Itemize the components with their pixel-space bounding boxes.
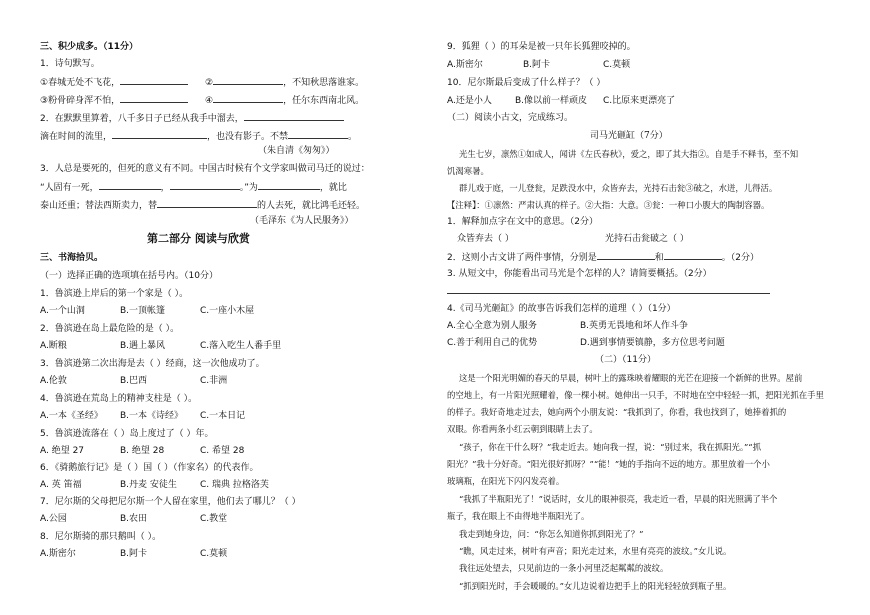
option-a[interactable]: A.公园 bbox=[40, 514, 67, 524]
option-b[interactable]: B.遇上暴风 bbox=[120, 341, 166, 351]
option-c[interactable]: C.莫顿 bbox=[603, 60, 631, 70]
poem-line-a-text: ①春城无处不飞花， bbox=[40, 78, 121, 88]
passage-title: 司马光砸缸（7分） bbox=[590, 131, 668, 141]
question-1: 1．诗句默写。 bbox=[40, 59, 100, 69]
option-d[interactable]: D.遇到事情要镇静，多方位思考问题 bbox=[580, 338, 725, 348]
q2-text: 。 bbox=[348, 132, 358, 142]
classical-text-line: 光生七岁，凛然①如成人，闻讲《左氏春秋》，爱之，即了其大指②。自是手不释书，至不知 bbox=[459, 149, 799, 159]
answer-line[interactable] bbox=[447, 293, 770, 294]
option-c[interactable]: C.落入吃生人番手里 bbox=[200, 341, 282, 351]
choice-question: 8．尼尔斯骑的那只鹅叫（ ）。 bbox=[40, 532, 162, 542]
answer-blank[interactable] bbox=[597, 250, 655, 260]
answer-blank[interactable] bbox=[157, 198, 257, 208]
passage-line: “孩子，你在干什么呀？”我走近去。她向我一捏，说：“别过来，我在抓阳光。”“抓 bbox=[459, 442, 761, 452]
option-a[interactable]: A.一本《圣经》 bbox=[40, 411, 103, 421]
choice-question: 5．鲁滨逊流落在（ ）岛上度过了（ ）年。 bbox=[40, 429, 214, 439]
answer-blank[interactable] bbox=[120, 75, 188, 85]
reading-question-1: 1．解释加点字在文中的意思。（2分） bbox=[447, 217, 598, 227]
option-a[interactable]: A.还是小人 bbox=[447, 96, 492, 106]
option-a[interactable]: A. 绝望 27 bbox=[40, 446, 85, 456]
choice-question: 9．狐狸（ ）的耳朵是被一只年长狐狸咬掉的。 bbox=[447, 42, 636, 52]
poem-line-d bbox=[205, 93, 364, 107]
question-3: 3．人总是要死的，但死的意义有不同。中国古时候有个文学家叫做司马迁的说过： bbox=[40, 164, 370, 174]
q-text: 2．这则小古文讲了两件事情，分别是 bbox=[447, 253, 597, 263]
q3-text: 泰山还重；替法西斯卖力，替 bbox=[40, 201, 158, 211]
answer-blank[interactable] bbox=[258, 180, 320, 190]
option-a[interactable]: A. 英 笛福 bbox=[40, 480, 82, 490]
passage-line: 玻璃瓶，在阳光下闪闪发亮着。 bbox=[447, 476, 565, 486]
passage-line: 阳光？”我十分好奇。“阳光很好抓呀？”“能！”她的手指向不远的地方。那里放着一个小 bbox=[447, 459, 770, 469]
choice-question: 4．鲁滨逊在荒岛上的精神支柱是（ ）。 bbox=[40, 394, 198, 404]
passage-line: 这是一个阳光明媚的春天的早晨，树叶上的露珠映着耀眼的光芒在迎接一个新鲜的世界。屋前 bbox=[459, 373, 803, 383]
option-b[interactable]: B.农田 bbox=[120, 514, 148, 524]
reading-q1-b[interactable]: 光持石击瓮破之（ ） bbox=[605, 234, 689, 244]
option-c[interactable]: C. 希望 28 bbox=[200, 446, 245, 456]
poem-line-c bbox=[40, 93, 188, 107]
poem-line-b bbox=[205, 75, 364, 89]
choice-question: 2．鲁滨逊在岛上最危险的是（ ）。 bbox=[40, 324, 180, 334]
answer-blank[interactable] bbox=[99, 180, 161, 190]
answer-blank[interactable] bbox=[664, 250, 722, 260]
poem-line-d-num: ④ bbox=[205, 96, 214, 106]
answer-blank[interactable] bbox=[213, 93, 283, 103]
answer-blank[interactable] bbox=[288, 129, 348, 139]
question-3-line2 bbox=[40, 180, 347, 194]
option-c[interactable]: C.一座小木屋 bbox=[200, 306, 255, 316]
passage-line: “我抓了半瓶阳光了！”说话时，女儿的眼神很亮，我走近一看，早晨的阳光照满了半个 bbox=[459, 494, 778, 504]
subsection-title: （一）选择正确的选项填在括号内。（10分） bbox=[40, 271, 218, 281]
passage-line: “抓到阳光时，手会暖暖的。”女儿边说着边把手上的阳光轻轻放到瓶子里。 bbox=[459, 581, 732, 591]
poem-line-b-num: ② bbox=[205, 78, 214, 88]
option-b[interactable]: B.巴西 bbox=[120, 376, 148, 386]
option-c[interactable]: C.莫顿 bbox=[200, 549, 228, 559]
annotation-note: 【注释】：①凛然：严肃认真的样子。②大指：大意。③瓮：一种口小腹大的陶制容器。 bbox=[447, 200, 770, 210]
reading-question-2 bbox=[447, 250, 759, 264]
option-c[interactable]: C.一本日记 bbox=[200, 411, 246, 421]
option-b[interactable]: B.阿卡 bbox=[523, 60, 551, 70]
option-a[interactable]: A.断粮 bbox=[40, 341, 67, 351]
classical-text-line: 饥渴寒暑。 bbox=[447, 166, 489, 176]
option-b[interactable]: B. 绝望 28 bbox=[120, 446, 165, 456]
passage-line: 我往远处望去，只见前边的一条小河里泛起粼粼的波纹。 bbox=[459, 563, 669, 573]
q2-text: 滴在时间的流里， bbox=[40, 132, 113, 142]
passage-line: 瓶子，我在眼上不由得地半瓶阳光了。 bbox=[447, 511, 590, 521]
option-c[interactable]: C.教堂 bbox=[200, 514, 228, 524]
source-citation: （朱自清《匆匆》） bbox=[258, 146, 335, 156]
choice-question: 1．鲁滨逊上岸后的第一个家是（ ）。 bbox=[40, 289, 189, 299]
poem-line-d-text: ，任尔东西南北风。 bbox=[283, 96, 365, 106]
option-c[interactable]: C.非洲 bbox=[200, 376, 228, 386]
question-3-line3 bbox=[40, 198, 365, 212]
option-a[interactable]: A.斯密尔 bbox=[40, 549, 76, 559]
answer-blank[interactable] bbox=[244, 111, 344, 121]
poem-line-b-text: ，不知秋思落谁家。 bbox=[283, 78, 365, 88]
q3-text: “人固有一死， bbox=[40, 183, 99, 193]
reading-question-3: 3. 从短文中，你能看出司马光是个怎样的人？请简要概括。（2分） bbox=[447, 269, 712, 279]
subsection-title: （二）阅读小古文，完成练习。 bbox=[447, 113, 574, 123]
poem-line-c-text: ③粉骨碎身浑不怕， bbox=[40, 96, 121, 106]
answer-blank[interactable] bbox=[170, 180, 240, 190]
q2-text: ，也没有影子。不禁 bbox=[207, 132, 289, 142]
option-a[interactable]: A.斯密尔 bbox=[447, 60, 483, 70]
choice-question: 6．《骑鹅旅行记》是（ ）国（ ）（作家名）的代表作。 bbox=[40, 463, 259, 473]
passage-line: 我走到她身边，问：“你怎么知道你抓到阳光了？” bbox=[459, 529, 644, 539]
option-b[interactable]: B.丹麦 安徒生 bbox=[120, 480, 177, 490]
answer-blank[interactable] bbox=[120, 93, 188, 103]
option-b[interactable]: B.英勇无畏地和坏人作斗争 bbox=[580, 321, 689, 331]
option-a[interactable]: A.一个山洞 bbox=[40, 306, 85, 316]
classical-text-line: 群儿戏于庭，一儿登瓮，足跌没水中，众皆弃去，光持石击瓮③破之，水迸，儿得活。 bbox=[459, 183, 778, 193]
q3-text: ， bbox=[160, 183, 170, 193]
q3-text: ，就比 bbox=[319, 183, 347, 193]
poem-line-a bbox=[40, 75, 188, 89]
choice-question: 3．鲁滨逊第二次出海是去（ ）经商，这一次他成功了。 bbox=[40, 359, 265, 369]
choice-question: 7．尼尔斯的父母把尼尔斯一个人留在家里，他们去了哪儿？（ ） bbox=[40, 497, 301, 507]
q-text: 和 bbox=[654, 253, 664, 263]
option-c[interactable]: C. 瑞典 拉格洛芙 bbox=[200, 480, 269, 490]
option-a[interactable]: A.全心全意为别人服务 bbox=[447, 321, 537, 331]
section-title: 三、积少成多。（11分） bbox=[40, 42, 139, 52]
section-title: 三、书海拾贝。 bbox=[40, 253, 104, 263]
option-c[interactable]: C.善于利用自己的优势 bbox=[447, 338, 538, 348]
passage-line: 的样子。我好奇地走过去，她向两个小朋友说：“我抓到了，你看，我也找到了，她捧着抓的 bbox=[447, 407, 787, 417]
part-title: 第二部分 阅读与欣赏 bbox=[147, 232, 250, 245]
q2-text: 2．在默默里算着，八千多日子已经从我手中溜去， bbox=[40, 114, 244, 124]
q3-text: 。”为 bbox=[239, 183, 258, 193]
passage-line: 双眼。你看两条小红云朝到眼睛上去了。 bbox=[447, 424, 598, 434]
reading-question-4: 4.《司马光砸缸》的故事告诉我们怎样的道理（ ）（1分） bbox=[447, 304, 676, 314]
answer-blank[interactable] bbox=[112, 129, 207, 139]
passage-line: “瞧，风走过来，树叶有声音；阳光走过来，水里有亮亮的波纹。”女儿说。 bbox=[459, 546, 732, 556]
subsection-title: （二）（11分） bbox=[595, 355, 656, 365]
option-b[interactable]: B.一本《诗经》 bbox=[120, 411, 184, 421]
reading-q1-a[interactable]: 众皆弃去（ ） bbox=[457, 234, 514, 244]
q3-text: 的人去死，就比鸿毛还轻。 bbox=[257, 201, 366, 211]
option-a[interactable]: A.伦敦 bbox=[40, 376, 67, 386]
choice-question: 10．尼尔斯最后变成了什么样子？（ ） bbox=[447, 78, 606, 88]
option-b[interactable]: B.像以前一样顽皮 bbox=[515, 96, 588, 106]
question-2 bbox=[40, 111, 344, 125]
option-b[interactable]: B.一顶帐篷 bbox=[120, 306, 166, 316]
passage-line: 的空地上，有一片阳光照耀着，像一棵小树。她伸出一只手，不时地在空中轻轻一抓，把阳光抓在手里 bbox=[447, 390, 824, 400]
option-c[interactable]: C.比原来更漂亮了 bbox=[603, 96, 676, 106]
source-citation: （毛泽东《为人民服务》） bbox=[250, 216, 354, 226]
option-b[interactable]: B.阿卡 bbox=[120, 549, 148, 559]
q-text: 。（2分） bbox=[721, 253, 759, 263]
question-2-line2 bbox=[40, 129, 357, 143]
answer-blank[interactable] bbox=[213, 75, 283, 85]
